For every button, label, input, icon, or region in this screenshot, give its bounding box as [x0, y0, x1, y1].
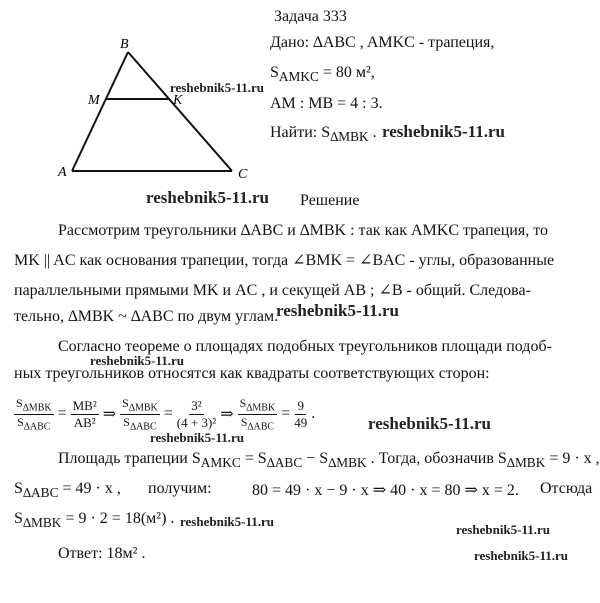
implies-sign: ⇒ [220, 406, 234, 423]
paragraph-line: ных треугольников относятся как квадраты соответствующих сторон: [14, 365, 490, 382]
watermark: reshebnik5-11.ru [150, 430, 245, 445]
paragraph-word: получим: [148, 480, 212, 497]
side-ab [72, 52, 128, 171]
watermark: reshebnik5-11.ru [170, 80, 265, 95]
paragraph-line: Согласно теореме о площадях подобных треугольников площади подоб- [58, 338, 552, 355]
equation: 80 = 49 · x − 9 · x ⇒ 40 · x = 80 ⇒ x = 2. [252, 482, 519, 499]
fraction [14, 396, 54, 432]
equals-sign: = [281, 405, 291, 422]
ratio-formula [14, 394, 315, 434]
label-c: C [238, 167, 248, 180]
answer-line: Ответ: 18м² . [58, 545, 146, 562]
find-line: Найти: $S_{\Delta MBK}$ . [270, 124, 377, 145]
fraction-numerator: MB² [72, 397, 97, 413]
fraction [177, 398, 216, 431]
side-bc [128, 52, 232, 171]
implies-sign: ⇒ [102, 406, 117, 423]
result-line: $S_{\Delta MBK} = 9 \cdot 2 = 18(м^2)$ . [14, 510, 175, 531]
fraction-numerator: $S_{\Delta MBK}$ [122, 396, 158, 414]
paragraph-line: MK || AC как основания трапеции, тогда ∠BMK = ∠BAC - углы, образованные [14, 252, 555, 269]
paragraph-line: тельно, ∆MBK ~ ∆ABC по двум углам. [14, 308, 279, 325]
label-k: K [173, 93, 183, 108]
watermark: reshebnik5-11.ru [180, 514, 275, 529]
fraction-denominator: 49 [294, 414, 308, 430]
fraction-denominator: AB² [73, 414, 96, 430]
paragraph-line: параллельными прямыми MK и AC , и секущей AB ; ∠B - общий. Следова- [14, 282, 531, 299]
watermark: reshebnik5-11.ru [90, 353, 185, 368]
label-b: B [120, 37, 129, 52]
equals-sign: = [163, 405, 173, 422]
watermark: reshebnik5-11.ru [276, 301, 399, 320]
fraction-numerator: 3² [191, 397, 202, 413]
fraction-numerator: $S_{\Delta MBK}$ [16, 396, 52, 414]
fraction [238, 396, 278, 432]
paragraph-line: Площадь трапеции $S_{AMKC} = S_{\Delta ABC} - S_{\Delta MBK}$ . Тогда, обозначив $S_{\Delta MBK} = 9 \cdot x$ , [58, 450, 600, 471]
fraction-denominator: $S_{\Delta ABC}$ [17, 414, 51, 432]
watermark: reshebnik5-11.ru [368, 414, 491, 433]
period: . [311, 405, 316, 422]
solution-heading: Решение [300, 192, 360, 209]
equals-sign: = [57, 405, 67, 422]
label-a: A [58, 165, 67, 180]
expression: $S_{\Delta ABC} = 49 \cdot x$ , [14, 480, 121, 501]
given-area: $S_{AMKC} = 80$ м², [270, 64, 375, 85]
fraction [120, 396, 160, 432]
task-title: Задача 333 [274, 8, 347, 25]
fraction-denominator: $S_{\Delta ABC}$ [240, 414, 275, 432]
fraction [71, 398, 99, 431]
paragraph-line: Рассмотрим треугольники ∆ABC и ∆MBK : так как AMKC трапеция, то [58, 222, 548, 239]
paragraph-word: Отсюда [540, 480, 593, 497]
fraction-numerator: 9 [297, 397, 304, 413]
given-line: Дано: ∆ABC , AMKC - трапеция, [270, 34, 495, 51]
fraction-denominator: (4 + 3)² [176, 414, 217, 430]
watermark: reshebnik5-11.ru [474, 548, 569, 563]
fraction-numerator: $S_{\Delta MBK}$ [239, 396, 276, 414]
trapezoid-figure [50, 30, 250, 180]
label-m: M [88, 93, 100, 108]
fraction-denominator: $S_{\Delta ABC}$ [123, 414, 157, 432]
watermark: reshebnik5-11.ru [456, 522, 551, 537]
given-ratio: AM : MB = 4 : 3. [270, 95, 383, 112]
watermark: reshebnik5-11.ru [382, 122, 505, 141]
watermark: reshebnik5-11.ru [146, 188, 269, 207]
fraction [294, 398, 307, 431]
